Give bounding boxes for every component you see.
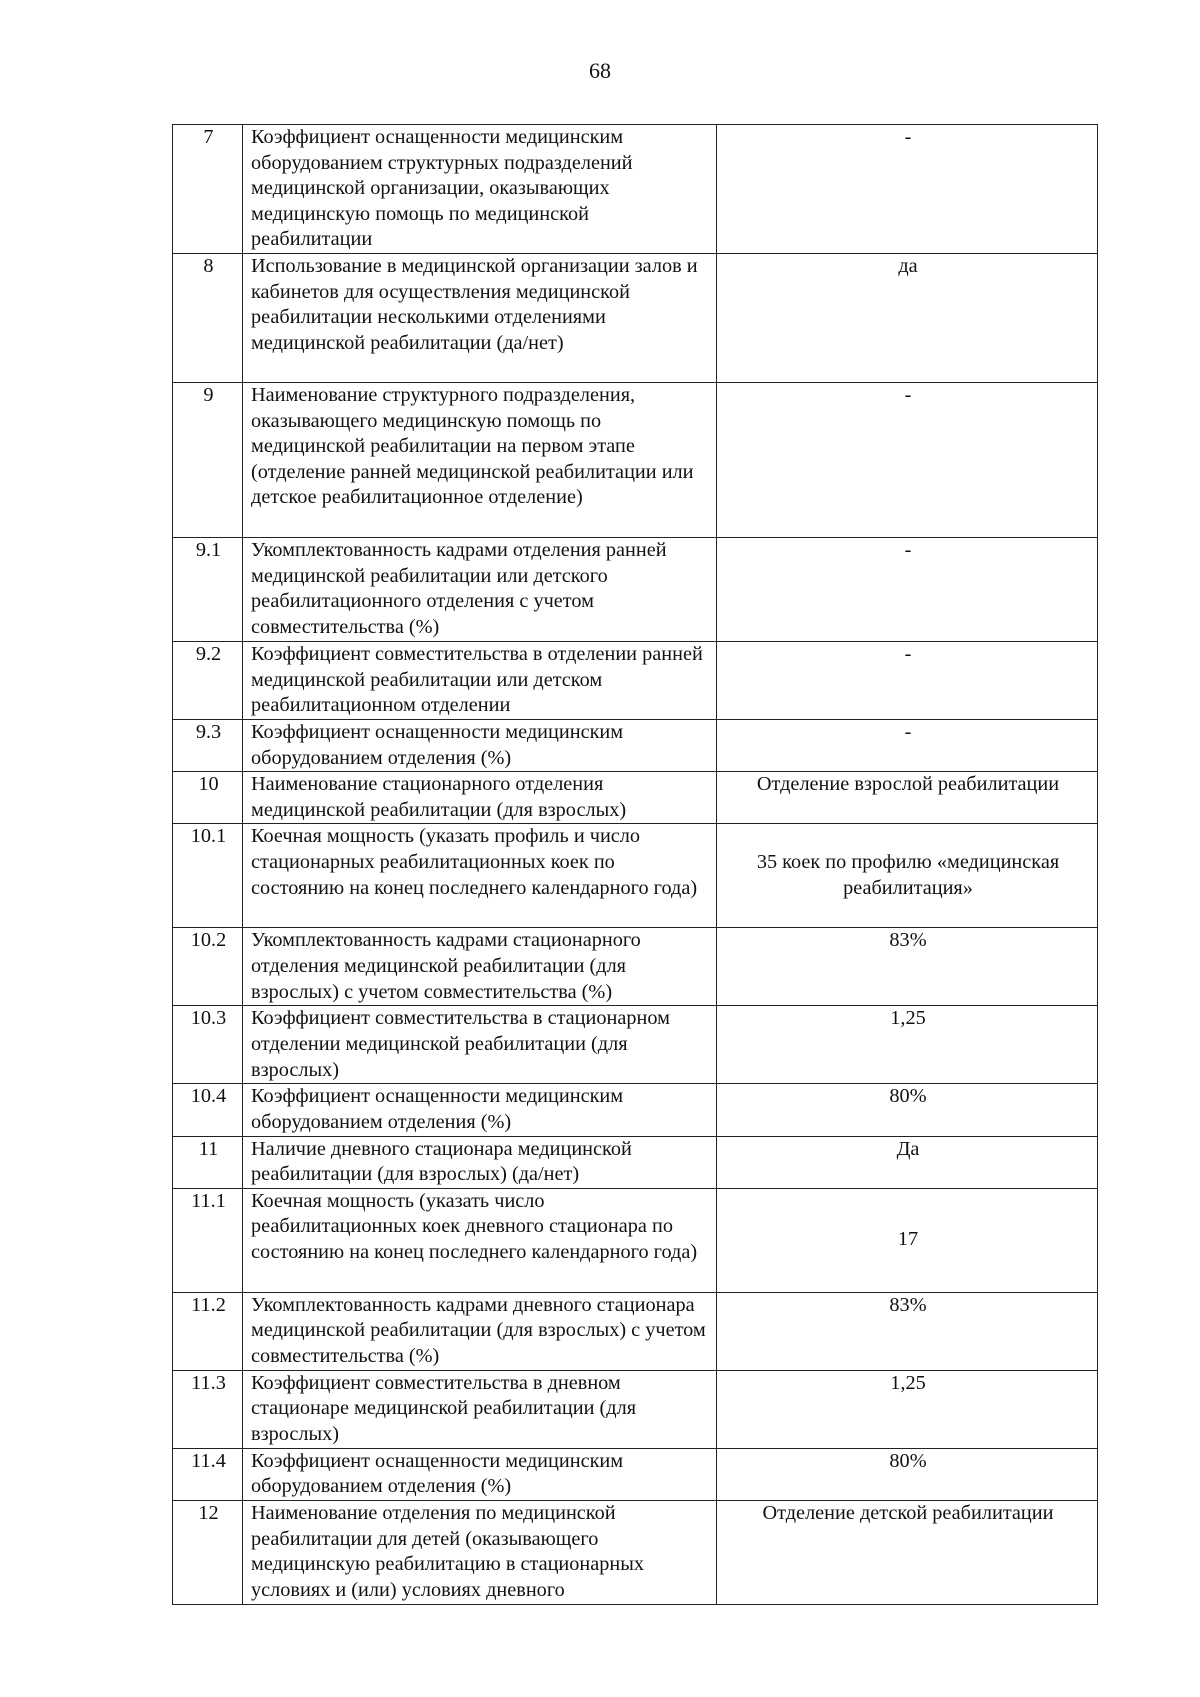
table-row	[173, 1370, 1098, 1448]
row-value: 83%	[717, 928, 1098, 1006]
row-label: Укомплектованность кадрами стационарного отделения медицинской реабилитации (для взрослых) с учетом совместительства (%)	[243, 928, 717, 1006]
row-value: -	[717, 642, 1098, 720]
row-number: 10.4	[173, 1084, 243, 1136]
indicators-table	[172, 124, 1098, 1605]
row-label: Укомплектованность кадрами отделения ранней медицинской реабилитации или детского реабилитационного отделения с учетом совместительства (%)	[243, 538, 717, 642]
row-number: 11.3	[173, 1370, 243, 1448]
row-value: Да	[717, 1136, 1098, 1188]
page-number: 68	[589, 58, 611, 83]
table-row	[173, 125, 1098, 254]
row-number: 9.3	[173, 720, 243, 772]
row-number: 12	[173, 1500, 243, 1604]
table-row	[173, 1084, 1098, 1136]
row-label: Наименование структурного подразделения, оказывающего медицинскую помощь по медицинской реабилитации на первом этапе (отделение ранней медицинской реабилитации или детское реабилитационное отделение)	[243, 383, 717, 538]
row-value: Отделение детской реабилитации	[717, 1500, 1098, 1604]
row-label: Коэффициент оснащенности медицинским оборудованием отделения (%)	[243, 1084, 717, 1136]
row-label: Коэффициент оснащенности медицинским оборудованием структурных подразделений медицинской организации, оказывающих медицинскую помощь по медицинской реабилитации	[243, 125, 717, 254]
row-value: 1,25	[717, 1006, 1098, 1084]
row-number: 11.1	[173, 1188, 243, 1292]
row-value: Отделение взрослой реабилитации	[717, 772, 1098, 824]
table-row	[173, 772, 1098, 824]
row-number: 8	[173, 254, 243, 383]
row-number: 10.1	[173, 824, 243, 928]
row-value: 80%	[717, 1084, 1098, 1136]
row-number: 11.2	[173, 1292, 243, 1370]
row-label: Коэффициент оснащенности медицинским оборудованием отделения (%)	[243, 720, 717, 772]
row-label: Использование в медицинской организации залов и кабинетов для осуществления медицинской реабилитации несколькими отделениями медицинской реабилитации (да/нет)	[243, 254, 717, 383]
table-row	[173, 720, 1098, 772]
row-label: Коечная мощность (указать число реабилитационных коек дневного стационара по состоянию на конец последнего календарного года)	[243, 1188, 717, 1292]
row-number: 10.2	[173, 928, 243, 1006]
row-label: Наличие дневного стационара медицинской реабилитации (для взрослых) (да/нет)	[243, 1136, 717, 1188]
table-row	[173, 928, 1098, 1006]
table-row	[173, 254, 1098, 383]
row-label: Коечная мощность (указать профиль и число стационарных реабилитационных коек по состоянию на конец последнего календарного года)	[243, 824, 717, 928]
row-value: 1,25	[717, 1370, 1098, 1448]
table-row	[173, 824, 1098, 928]
row-label: Коэффициент оснащенности медицинским оборудованием отделения (%)	[243, 1448, 717, 1500]
row-number: 11.4	[173, 1448, 243, 1500]
row-number: 9.1	[173, 538, 243, 642]
row-label: Наименование отделения по медицинской реабилитации для детей (оказывающего медицинскую реабилитацию в стационарных условиях и (или) условиях дневного	[243, 1500, 717, 1604]
table-row	[173, 538, 1098, 642]
row-value: -	[717, 720, 1098, 772]
table-row	[173, 1292, 1098, 1370]
row-number: 7	[173, 125, 243, 254]
row-label: Коэффициент совместительства в стационарном отделении медицинской реабилитации (для взрослых)	[243, 1006, 717, 1084]
row-label: Наименование стационарного отделения медицинской реабилитации (для взрослых)	[243, 772, 717, 824]
row-number: 9	[173, 383, 243, 538]
row-label: Коэффициент совместительства в отделении ранней медицинской реабилитации или детском реабилитационном отделении	[243, 642, 717, 720]
row-value: 83%	[717, 1292, 1098, 1370]
row-label: Укомплектованность кадрами дневного стационара медицинской реабилитации (для взрослых) с учетом совместительства (%)	[243, 1292, 717, 1370]
table-row	[173, 1188, 1098, 1292]
table-row	[173, 1500, 1098, 1604]
row-value: 17	[717, 1188, 1098, 1292]
row-number: 10.3	[173, 1006, 243, 1084]
row-value: -	[717, 125, 1098, 254]
table-row	[173, 1136, 1098, 1188]
row-value: 35 коек по профилю «медицинская реабилитация»	[717, 824, 1098, 928]
table-row	[173, 642, 1098, 720]
row-value: -	[717, 538, 1098, 642]
table-row	[173, 383, 1098, 538]
row-number: 11	[173, 1136, 243, 1188]
row-value: -	[717, 383, 1098, 538]
table-row	[173, 1448, 1098, 1500]
table-row	[173, 1006, 1098, 1084]
row-number: 10	[173, 772, 243, 824]
row-label: Коэффициент совместительства в дневном стационаре медицинской реабилитации (для взрослых)	[243, 1370, 717, 1448]
row-value: 80%	[717, 1448, 1098, 1500]
row-value: да	[717, 254, 1098, 383]
row-number: 9.2	[173, 642, 243, 720]
